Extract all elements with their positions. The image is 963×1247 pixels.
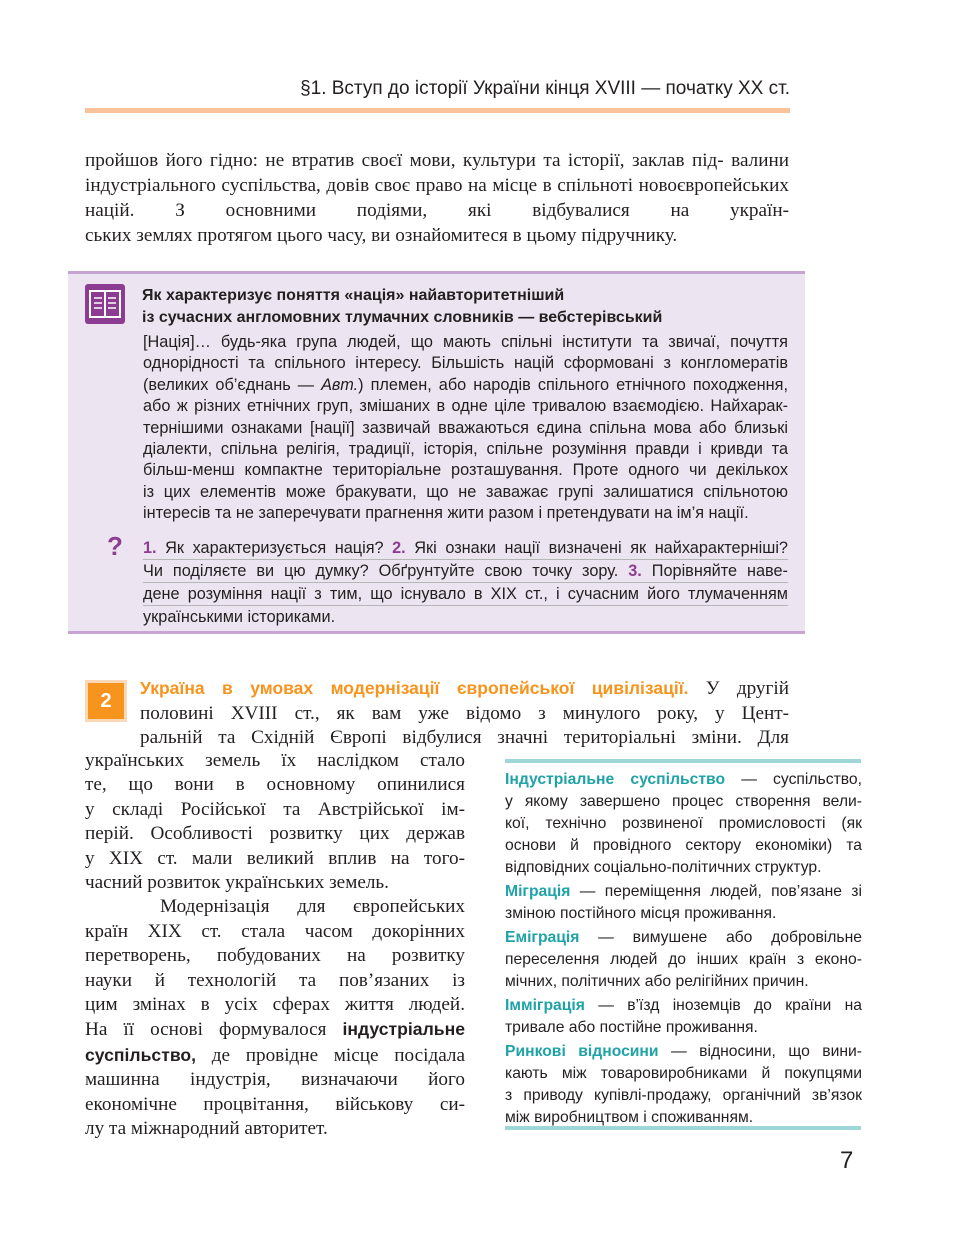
glossary-entry: Ринкові відносини — відносини, що вини- кають між товаровиробниками й покупцями з приводу купівлі-продажу, органічний зв’язок між виробництвом і споживанням.	[505, 1043, 862, 1126]
question-line: Чи поділяєте ви цю думку? Обґрунтуйте свою точку зору. 3. Порівняйте наве-	[143, 560, 788, 583]
glossary-bottom-rule	[505, 1126, 861, 1130]
glossary-term: Імміграція	[505, 997, 585, 1014]
section-title: Україна в умовах модернізації європейської цивілізації.	[140, 678, 689, 698]
quote-line: (великих об’єднань — Авт.) племен, або народів спільного етнічного походження,	[143, 375, 788, 394]
body-line: часний розвиток українських земель.	[85, 872, 389, 894]
key-term: індустріальне	[342, 1019, 465, 1040]
quote-line: [Нація]… будь-яка група людей, що мають спільні інститути та звичаї, почуття	[143, 333, 788, 351]
quote-line: інтересів та не заперечувати прагнення жити разом і претендувати на ім’я нації.	[143, 504, 749, 523]
section-heading-line: Україна в умовах модернізації європейської цивілізації. У другій	[140, 678, 789, 699]
intro-paragraph	[85, 148, 789, 248]
dictionary-quote	[143, 332, 788, 525]
body-line: науки й технологій та пов’язаних із	[85, 969, 465, 991]
intro-line: пройшов його гідно: не втратив своєї мови, культури та історії, заклав під-	[85, 150, 724, 171]
source-title-line: із сучасних англомовних тлумачних словників — вебстерівський	[142, 309, 663, 326]
body-line: економічне процвітання, військову си-	[85, 1093, 465, 1115]
body-line: машинна індустрія, визначаючи його	[85, 1069, 465, 1091]
glossary-term: Індустріальне суспільство	[505, 771, 726, 788]
question-icon: ?	[107, 531, 123, 561]
quote-line: тернішими ознаками [нації] зазвичай вважаються єдина спільна мова або близькі	[143, 418, 788, 437]
glossary-top-rule	[505, 759, 861, 763]
key-term: суспільство,	[85, 1044, 197, 1065]
body-line: перій. Особливості розвитку цих держав	[85, 823, 465, 845]
body-line: перетворень, побудованих на розвитку	[85, 945, 465, 967]
glossary-box	[505, 769, 862, 1131]
glossary-entry: Міграція — переміщення людей, пов’язане зі зміною постійного місця проживання.	[505, 883, 862, 922]
body-line: лу та міжнародний авторитет.	[85, 1118, 328, 1140]
glossary-entry: Еміграція — вимушене або добровільне переселення людей до інших країн з еконо- мічних, політичних або релігійних причин.	[505, 929, 862, 990]
quote-line: із цих елементів може бракувати, що не заважає групі залишатися спільнотою	[143, 482, 788, 501]
quote-line: однорідності та спільного інтересу. Більшість націй сформовані з конгломератів	[143, 354, 788, 373]
source-box-title	[142, 285, 782, 329]
running-header: §1. Вступ до історії України кінця XVIII — початку XX ст.	[300, 78, 790, 99]
quote-line: більш-менш компактне територіальне розташування. Проте одного чи декількох	[143, 461, 788, 480]
glossary-entry: Індустріальне суспільство — суспільство, у якому завершено процес створення вели- кої, технічно розвиненої промисловості (як основи й провідного сектору економіки) та відповідних соціально-політичних структур.	[505, 771, 862, 876]
page-number: 7	[840, 1147, 854, 1174]
intro-line: ських землях протягом цього часу, ви ознайомитеся в цьому підручнику.	[85, 225, 678, 246]
glossary-term: Ринкові відносини	[505, 1043, 659, 1060]
glossary-entry: Імміграція — в’їзд іноземців до країни на тривале або постійне проживання.	[505, 997, 862, 1036]
book-icon	[85, 284, 125, 324]
quote-line: або ж різних етнічних груп, змішаних в одне ціле тривалою взаємодією. Найхарак-	[143, 397, 788, 416]
intro-line: новоєвропейських націй. З основними подіями, які відбувалися на україн-	[85, 175, 789, 221]
body-line: На її основі формувалося індустріальне	[85, 1019, 465, 1041]
body-line: суспільство, де провідне місце посідала	[85, 1044, 465, 1066]
body-line: цим змінах в усіх сферах життя людей.	[85, 994, 465, 1016]
glossary-term: Міграція	[505, 883, 571, 900]
quote-line: діалекти, спільна релігія, традиції, історія, спільне розуміння правди і кривди та	[143, 440, 788, 459]
section-body-paragraph	[85, 749, 465, 1142]
body-line: у XIX ст. мали великий вплив на того-	[85, 847, 465, 869]
glossary-term: Еміграція	[505, 929, 580, 946]
question-line: 1. Як характеризується нація? 2. Які ознаки нації визначені як найхарактерніші?	[143, 537, 788, 560]
questions-block	[143, 537, 788, 628]
section-number-badge: 2	[85, 680, 127, 722]
intro-line: валини індустріального суспільства, довів своє право на місце в спільноті	[85, 150, 790, 196]
body-line: Модернізація для європейських	[160, 896, 465, 918]
body-line: те, що вони в основному опинилися	[85, 774, 465, 796]
body-line: українських земель їх наслідком стало	[85, 750, 465, 771]
section-heading-paragraph	[140, 676, 789, 751]
author-note: Авт.	[321, 375, 359, 394]
question-line: українськими істориками.	[143, 608, 336, 626]
body-line: у складі Російської та Австрійської ім-	[85, 798, 465, 820]
section-heading-line: ральній та Східній Європі відбулися значні територіальні зміни. Для	[140, 727, 789, 748]
question-line: дене розуміння нації з тим, що існувало в XIX ст., і сучасним його тлумаченням	[143, 583, 788, 606]
header-rule	[85, 108, 790, 113]
section-heading-line: половині XVIII ст., як вам уже відомо з минулого року, у Цент-	[140, 702, 789, 724]
source-title-line: Як характеризує поняття «нація» найавторитетніший	[142, 287, 565, 304]
body-line: країн XIX ст. стала часом докорінних	[85, 920, 465, 942]
